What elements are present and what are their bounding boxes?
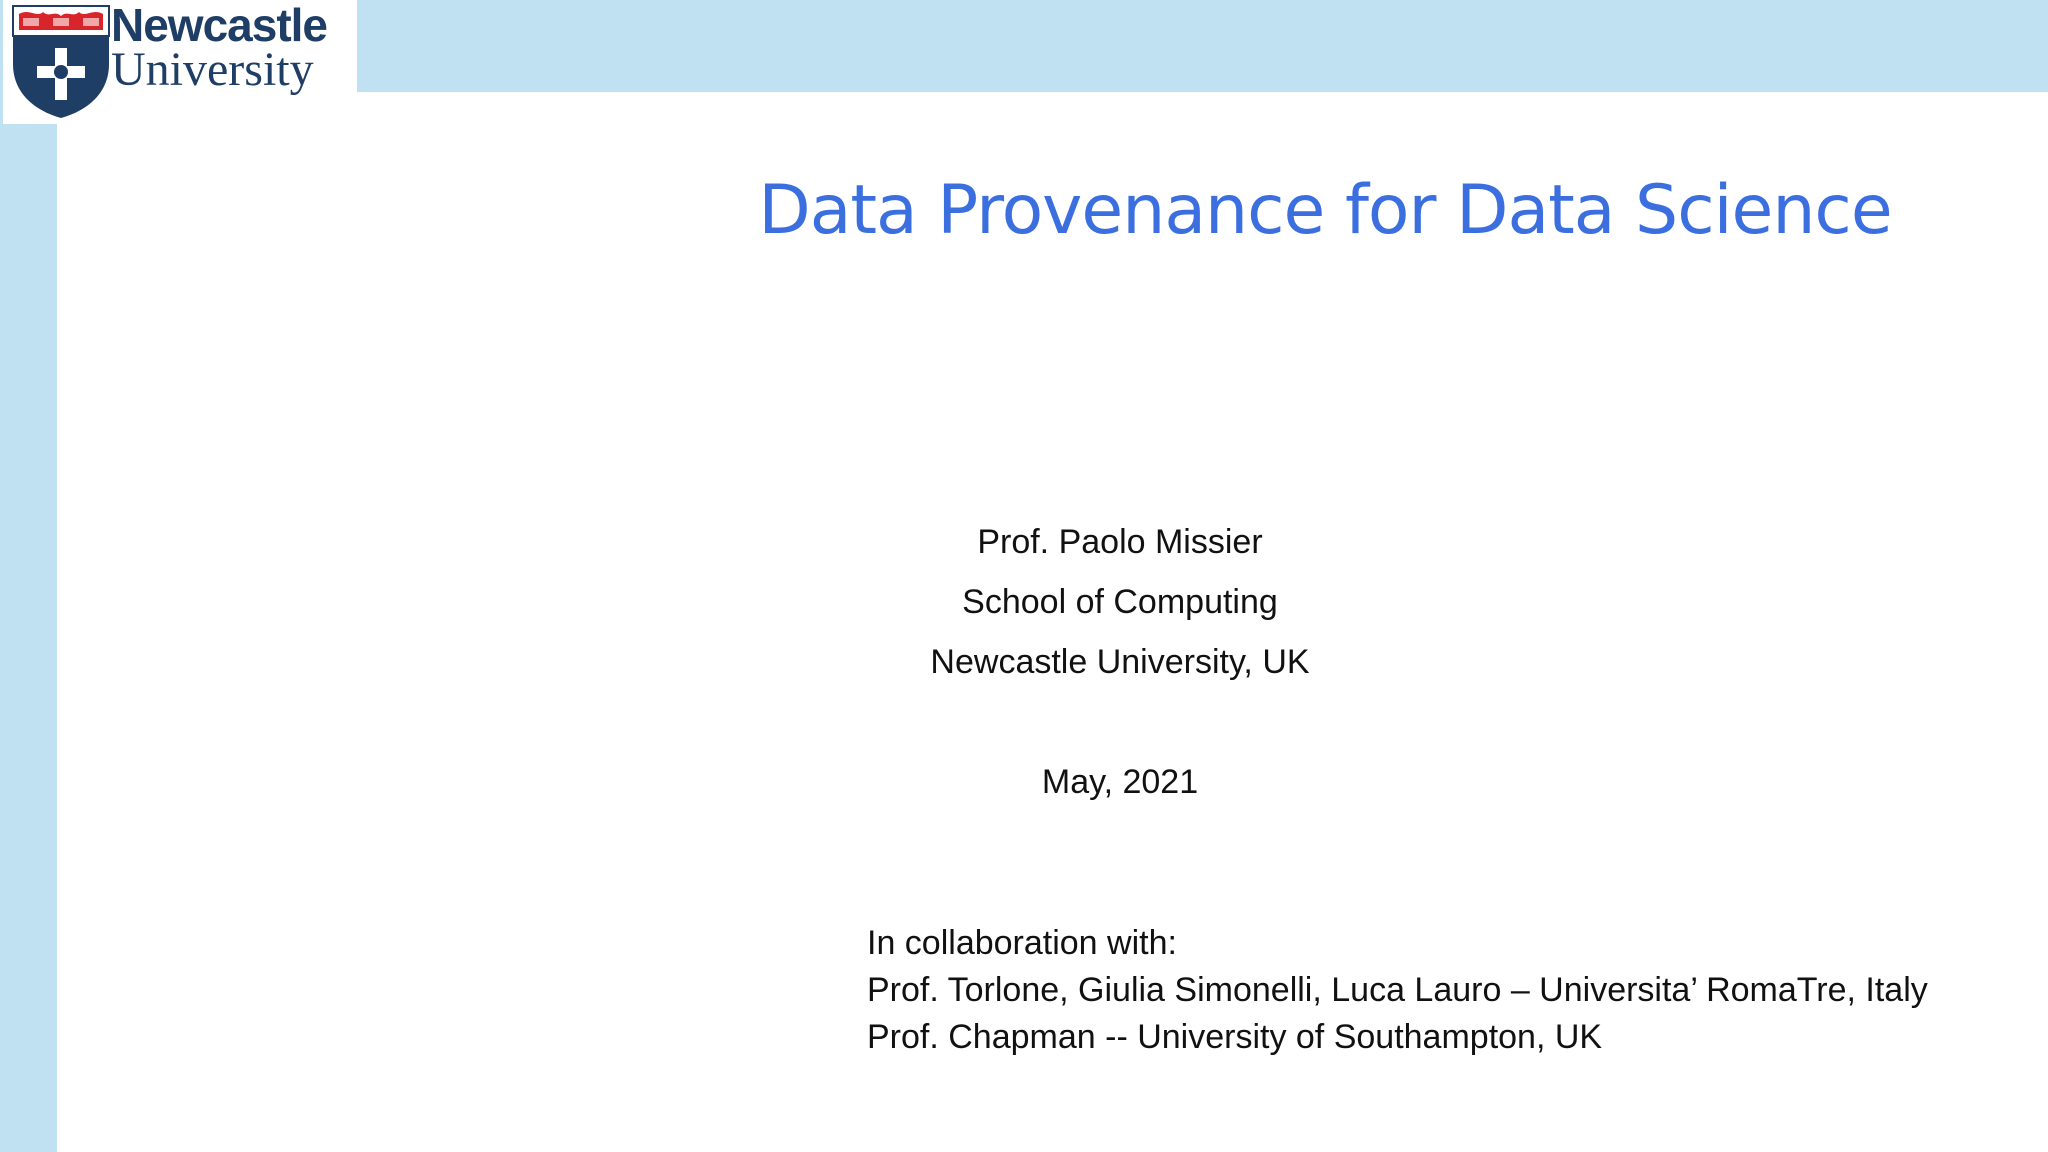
collaboration-heading: In collaboration with:	[867, 924, 1177, 962]
collaboration-block	[867, 920, 2027, 1061]
university-crest-icon	[11, 4, 111, 120]
left-accent-bar	[0, 0, 57, 1152]
university-logo	[3, 0, 357, 124]
author-block	[820, 512, 1420, 692]
collaboration-line: Prof. Chapman -- University of Southampton, UK	[867, 1018, 1603, 1056]
author-department: School of Computing	[962, 583, 1278, 621]
slide-title: Data Provenance for Data Science	[758, 171, 1892, 250]
logo-line-newcastle: Newcastle	[111, 0, 328, 51]
logo-line-university: University	[111, 43, 314, 96]
collaboration-line: Prof. Torlone, Giulia Simonelli, Luca Lauro – Universita’ RomaTre, Italy	[867, 971, 1928, 1009]
author-name: Prof. Paolo Missier	[977, 523, 1263, 561]
author-institution: Newcastle University, UK	[930, 643, 1310, 681]
presentation-date: May, 2021	[1041, 763, 1199, 801]
